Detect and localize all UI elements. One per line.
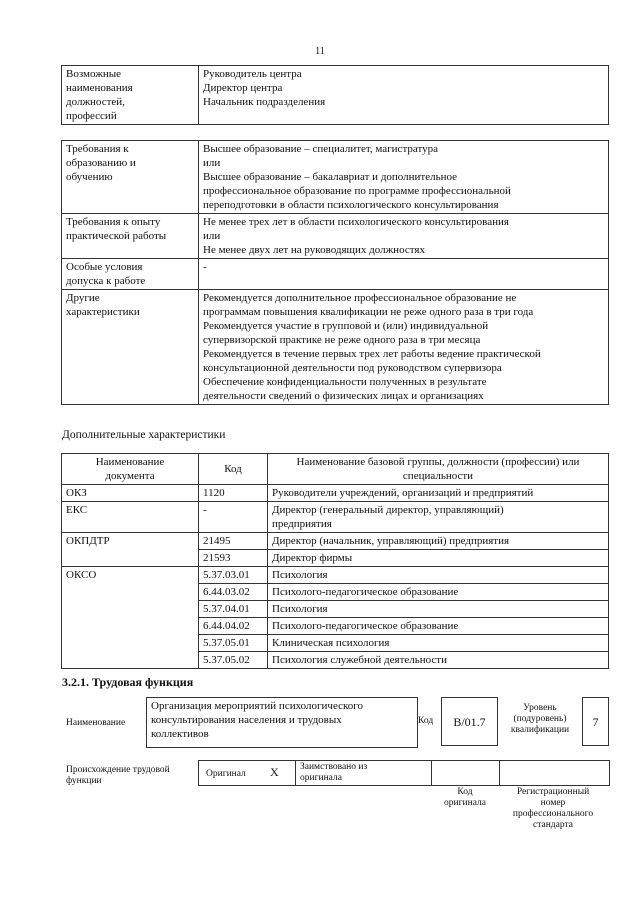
positions-table	[61, 65, 609, 125]
name-cell: Психолого-педагогическое образование	[268, 584, 609, 601]
requirement-value	[199, 141, 609, 214]
name-cell: Психология служебной деятельности	[268, 652, 609, 669]
function-name-label: Наименование	[66, 718, 126, 728]
name-cell: Директор фирмы	[268, 550, 609, 567]
function-code-box	[441, 697, 498, 746]
doc-cell: ОКПДТР	[62, 533, 199, 567]
label-line: практической работы	[66, 230, 167, 242]
value-line: -	[203, 261, 207, 273]
doc-cell: ОКЗ	[62, 485, 199, 502]
code-cell: 21593	[199, 550, 268, 567]
function-name-box	[146, 697, 418, 748]
name-cell: Психолого-педагогическое образование	[268, 618, 609, 635]
header-name	[268, 454, 609, 485]
code-cell: -	[199, 502, 268, 533]
function-name-line: Организация мероприятий психологического	[151, 700, 364, 712]
requirement-row	[62, 214, 609, 259]
label-line: Особые условия	[66, 261, 143, 273]
position-item: Начальник подразделения	[203, 96, 326, 108]
code-cell: 5.37.05.01	[199, 635, 268, 652]
code-cell: 6.44.04.02	[199, 618, 268, 635]
original-mark: X	[270, 765, 279, 779]
name-cell: Руководители учреждений, организаций и предприятий	[268, 485, 609, 502]
level-label	[500, 703, 580, 736]
label-line: наименования	[66, 82, 133, 94]
requirement-row	[62, 141, 609, 214]
value-line: переподготовки в области психологического консультирования	[203, 199, 499, 211]
table-row	[62, 485, 609, 502]
doc-cell: ОКСО	[62, 567, 199, 669]
reg-number-caption	[498, 787, 608, 831]
level-value: 7	[592, 714, 599, 729]
caption-line: Код	[457, 787, 473, 797]
table-row	[62, 502, 609, 533]
name-cell: Директор (начальник, управляющий) предприятия	[268, 533, 609, 550]
label-line: должностей,	[66, 96, 125, 108]
caption-line: оригинала	[444, 798, 486, 808]
value-line: программам повышения квалификации не реже одного раза в три года	[203, 306, 534, 318]
level-label-line: квалификации	[510, 725, 570, 735]
header-code: Код	[199, 454, 268, 485]
value-line: Рекомендуется участие в групповой и (или) индивидуальной	[203, 320, 489, 332]
borrowed-label	[300, 762, 367, 784]
table-header-row	[62, 454, 609, 485]
requirement-value	[199, 290, 609, 405]
requirement-row	[62, 259, 609, 290]
code-cell: 5.37.05.02	[199, 652, 268, 669]
borrowed-line: оригинала	[300, 773, 342, 783]
code-origin-caption	[432, 787, 498, 809]
value-line: Рекомендуется в течение первых трех лет работы ведение практической	[203, 348, 541, 360]
value-line: Не менее трех лет в области психологического консультирования	[203, 216, 509, 228]
value-line: Высшее образование – бакалавриат и дополнительное	[203, 171, 458, 183]
label-line: Требования к опыту	[66, 216, 161, 228]
origin-label	[66, 765, 170, 787]
value-line: или	[203, 230, 221, 242]
code-cell: 1120	[199, 485, 268, 502]
level-label-line: Уровень	[523, 703, 557, 713]
original-label: Оригинал	[206, 769, 246, 779]
function-code-value: B/01.7	[453, 714, 486, 729]
level-value-box	[582, 697, 609, 746]
additional-caption: Дополнительные характеристики	[62, 429, 226, 441]
classifier-table	[61, 453, 609, 669]
requirement-row	[62, 290, 609, 405]
code-cell: 5.37.03.01	[199, 567, 268, 584]
requirements-table	[61, 140, 609, 405]
function-name-line: коллективов	[151, 728, 209, 740]
header-line: документа	[105, 470, 155, 482]
positions-label	[62, 66, 199, 125]
origin-divider	[295, 761, 296, 785]
label-line: Возможные	[66, 68, 121, 80]
requirement-label	[62, 290, 199, 405]
value-line: консультационной деятельности под руководством супервизора	[203, 362, 502, 374]
caption-line: стандарта	[533, 820, 573, 830]
requirement-label	[62, 259, 199, 290]
header-line: Наименование базовой группы, должности (профессии) или	[296, 456, 580, 468]
name-cell: Психология	[268, 567, 609, 584]
value-line: профессиональное образование по программе профессиональной	[203, 185, 511, 197]
name-cell: Клиническая психология	[268, 635, 609, 652]
table-row	[62, 567, 609, 584]
name-line: предприятия	[272, 518, 332, 530]
code-cell: 21495	[199, 533, 268, 550]
value-line: Не менее двух лет на руководящих должностях	[203, 244, 425, 256]
label-line: Другие	[66, 292, 100, 304]
table-row	[62, 533, 609, 550]
value-line: Рекомендуется дополнительное профессиональное образование не	[203, 292, 517, 304]
header-line: Наименование	[95, 456, 165, 468]
doc-cell: ЕКС	[62, 502, 199, 533]
requirement-label	[62, 141, 199, 214]
header-line: специальности	[402, 470, 474, 482]
section-title: 3.2.1. Трудовая функция	[62, 675, 194, 689]
page-number: 11	[315, 46, 325, 57]
value-line: супервизорской практике не реже одного раза в три месяца	[203, 334, 481, 346]
value-line: Обеспечение конфиденциальности полученных в результате	[203, 376, 487, 388]
name-cell	[268, 502, 609, 533]
position-item: Руководитель центра	[203, 68, 302, 80]
caption-line: номер	[540, 798, 566, 808]
label-line: профессий	[66, 110, 117, 122]
origin-divider	[431, 761, 432, 785]
requirement-label	[62, 214, 199, 259]
value-line: Высшее образование – специалитет, магистратура	[203, 143, 439, 155]
label-line: образованию и	[66, 157, 136, 169]
position-item: Директор центра	[203, 82, 283, 94]
name-cell: Психология	[268, 601, 609, 618]
caption-line: профессионального	[512, 809, 594, 819]
origin-label-line: функции	[66, 776, 102, 786]
origin-box	[198, 760, 610, 786]
header-doc	[62, 454, 199, 485]
label-line: характеристики	[66, 306, 140, 318]
label-line: допуска к работе	[66, 275, 146, 287]
label-line: Требования к	[66, 143, 129, 155]
caption-line: Регистрационный	[516, 787, 590, 797]
code-cell: 5.37.04.01	[199, 601, 268, 618]
name-line: Директор (генеральный директор, управляющий)	[272, 504, 504, 516]
label-line: обучению	[66, 171, 113, 183]
function-code-label: Код	[418, 716, 434, 726]
function-name-line: консультирования населения и трудовых	[151, 714, 342, 726]
requirement-value	[199, 259, 609, 290]
borrowed-line: Заимствовано из	[300, 762, 368, 772]
positions-values	[199, 66, 609, 125]
requirement-value	[199, 214, 609, 259]
code-cell: 6.44.03.02	[199, 584, 268, 601]
origin-label-line: Происхождение трудовой	[66, 765, 170, 775]
level-label-line: (подуровень)	[513, 714, 567, 724]
value-line: деятельности сведений о физических лицах и организациях	[203, 390, 484, 402]
value-line: или	[203, 157, 221, 169]
origin-divider	[499, 761, 500, 785]
